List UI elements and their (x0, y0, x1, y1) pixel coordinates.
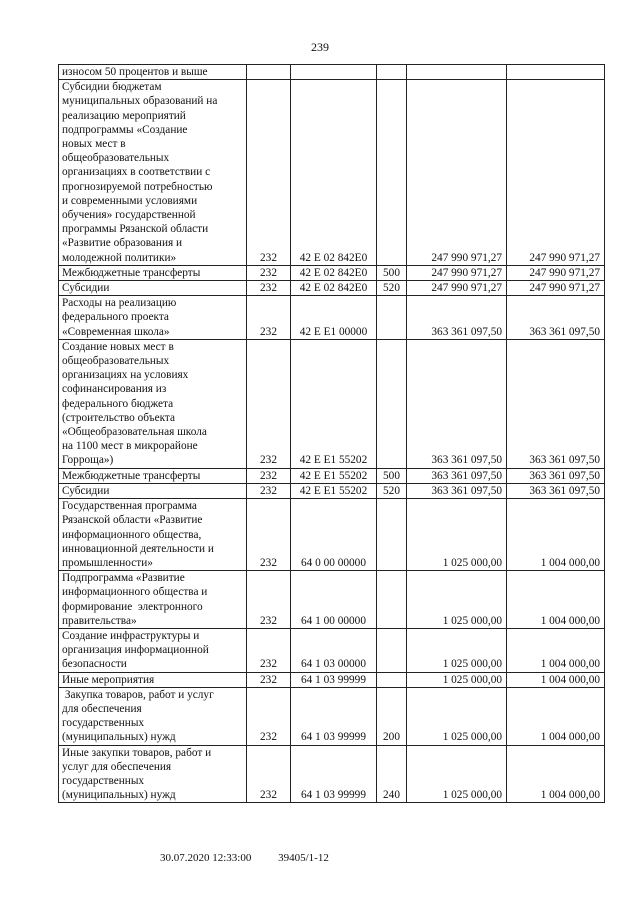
target-article-cell: 42 Е 02 842Е0 (291, 80, 377, 266)
expense-type-cell: 240 (377, 745, 407, 803)
expense-name-line: «Современная школа» (62, 325, 170, 338)
expense-name-cell (59, 628, 247, 672)
ministry-code-cell: 232 (247, 80, 291, 266)
table-row (59, 687, 605, 745)
expense-name-line: молодежной политики» (62, 251, 177, 264)
amount-year1-cell: 1 025 000,00 (407, 628, 507, 672)
ministry-code-cell: 232 (247, 672, 291, 687)
expense-name-line: износом 50 процентов и выше (62, 66, 208, 78)
table-row (59, 339, 605, 468)
target-article-cell: 42 Е 02 842Е0 (291, 281, 377, 296)
expense-name-line: Создание новых мест в (62, 340, 174, 353)
ministry-code-cell: 232 (247, 296, 291, 340)
expense-name-cell (59, 468, 247, 483)
expense-name-line: организация информационной (62, 644, 209, 657)
ministry-code-cell: 232 (247, 339, 291, 468)
expense-name-line: и современными условиями (62, 194, 198, 207)
amount-year1-cell: 363 361 097,50 (407, 468, 507, 483)
footer-document-id: 39405/1-12 (278, 852, 329, 864)
ministry-code-cell: 232 (247, 265, 291, 280)
table-row (59, 281, 605, 296)
amount-year1-cell: 247 990 971,27 (407, 80, 507, 266)
amount-year2-cell: 247 990 971,27 (507, 281, 605, 296)
expense-name-line: Субсидии бюджетам (62, 81, 162, 94)
amount-year2-cell: 363 361 097,50 (507, 296, 605, 340)
footer (160, 852, 329, 864)
target-article-cell (291, 65, 377, 80)
amount-year2-cell: 1 004 000,00 (507, 499, 605, 571)
budget-table-body (59, 65, 605, 803)
amount-year1-cell: 363 361 097,50 (407, 296, 507, 340)
expense-name-line: муниципальных образований на (62, 95, 218, 108)
expense-name-line: информационного общества, (62, 528, 202, 541)
expense-name-line: федерального проекта (62, 311, 169, 324)
target-article-cell: 64 1 03 99999 (291, 687, 377, 745)
amount-year2-cell: 1 004 000,00 (507, 672, 605, 687)
table-row (59, 468, 605, 483)
ministry-code-cell: 232 (247, 468, 291, 483)
ministry-code-cell: 232 (247, 628, 291, 672)
expense-name-cell (59, 65, 247, 80)
expense-name-line: на 1100 мест в микрорайоне (62, 440, 198, 453)
expense-name-cell (59, 571, 247, 629)
expense-name-line: услуг для обеспечения (62, 760, 172, 773)
amount-year2-cell (507, 65, 605, 80)
amount-year1-cell: 1 025 000,00 (407, 672, 507, 687)
expense-name-line: программы Рязанской области (62, 223, 209, 236)
amount-year2-cell: 1 004 000,00 (507, 687, 605, 745)
expense-name-line: государственных (62, 774, 145, 787)
table-row (59, 483, 605, 498)
expense-name-line: правительства» (62, 614, 137, 627)
expense-name-cell (59, 672, 247, 687)
expense-name-line: общеобразовательных (62, 355, 170, 368)
expense-name-cell (59, 499, 247, 571)
expense-type-cell: 500 (377, 468, 407, 483)
ministry-code-cell: 232 (247, 571, 291, 629)
expense-name-line: Субсидии (62, 484, 110, 497)
table-row (59, 296, 605, 340)
expense-type-cell (377, 80, 407, 266)
expense-name-line: для обеспечения (62, 702, 142, 715)
target-article-cell: 64 1 03 99999 (291, 672, 377, 687)
amount-year1-cell: 1 025 000,00 (407, 571, 507, 629)
target-article-cell: 42 Е Е1 55202 (291, 468, 377, 483)
amount-year1-cell: 363 361 097,50 (407, 339, 507, 468)
expense-name-cell (59, 339, 247, 468)
expense-name-line: (муниципальных) нужд (62, 789, 176, 802)
amount-year2-cell: 1 004 000,00 (507, 628, 605, 672)
expense-type-cell: 520 (377, 281, 407, 296)
amount-year2-cell: 247 990 971,27 (507, 80, 605, 266)
expense-name-line: Расходы на реализацию (62, 297, 177, 310)
amount-year1-cell (407, 65, 507, 80)
expense-name-cell (59, 80, 247, 266)
ministry-code-cell: 232 (247, 483, 291, 498)
expense-type-cell (377, 571, 407, 629)
expense-name-line: Иные мероприятия (62, 673, 155, 686)
expense-name-line: Государственная программа (62, 500, 197, 513)
ministry-code-cell: 232 (247, 281, 291, 296)
amount-year1-cell: 363 361 097,50 (407, 483, 507, 498)
expense-name-line: инновационной деятельности и (62, 542, 214, 555)
expense-type-cell (377, 296, 407, 340)
target-article-cell: 64 0 00 00000 (291, 499, 377, 571)
expense-name-line: промышленности» (62, 556, 153, 569)
expense-name-line: прогнозируемой потребностью (62, 180, 213, 193)
target-article-cell: 64 1 00 00000 (291, 571, 377, 629)
amount-year1-cell: 247 990 971,27 (407, 265, 507, 280)
table-row (59, 628, 605, 672)
target-article-cell: 64 1 03 99999 (291, 745, 377, 803)
expense-name-line: Закупка товаров, работ и услуг (62, 688, 214, 701)
ministry-code-cell (247, 65, 291, 80)
ministry-code-cell: 232 (247, 687, 291, 745)
expense-name-cell (59, 745, 247, 803)
expense-name-line: Иные закупки товаров, работ и (62, 746, 212, 759)
expense-name-line: (строительство объекта (62, 411, 176, 424)
expense-type-cell: 520 (377, 483, 407, 498)
expense-name-line: реализацию мероприятий (62, 109, 186, 122)
expense-type-cell (377, 628, 407, 672)
target-article-cell: 42 Е 02 842Е0 (291, 265, 377, 280)
table-row (59, 65, 605, 80)
expense-name-line: федерального бюджета (62, 397, 174, 410)
expense-name-cell (59, 296, 247, 340)
expense-name-line: организациях на условиях (62, 369, 189, 382)
expense-name-line: подпрограммы «Создание (62, 123, 188, 136)
table-row (59, 80, 605, 266)
expense-name-line: Субсидии (62, 282, 110, 295)
expense-name-line: Межбюджетные трансферты (62, 266, 201, 279)
expense-type-cell (377, 339, 407, 468)
expense-name-cell (59, 265, 247, 280)
amount-year1-cell: 247 990 971,27 (407, 281, 507, 296)
expense-name-line: обучения» государственной (62, 209, 196, 222)
expense-name-line: «Общеобразовательная школа (62, 426, 207, 439)
amount-year1-cell: 1 025 000,00 (407, 745, 507, 803)
amount-year2-cell: 363 361 097,50 (507, 468, 605, 483)
amount-year1-cell: 1 025 000,00 (407, 499, 507, 571)
expense-name-cell (59, 483, 247, 498)
expense-name-line: софинансирования из (62, 383, 167, 396)
expense-name-line: (муниципальных) нужд (62, 731, 176, 744)
expense-type-cell (377, 499, 407, 571)
budget-table (58, 64, 605, 803)
expense-name-line: формирование электронного (62, 600, 203, 613)
amount-year1-cell: 1 025 000,00 (407, 687, 507, 745)
expense-name-line: Создание инфраструктуры и (62, 629, 200, 642)
expense-name-line: Рязанской области «Развитие (62, 514, 203, 527)
expense-type-cell (377, 65, 407, 80)
expense-type-cell: 200 (377, 687, 407, 745)
expense-name-line: «Развитие образования и (62, 237, 183, 250)
amount-year2-cell: 363 361 097,50 (507, 483, 605, 498)
amount-year2-cell: 363 361 097,50 (507, 339, 605, 468)
expense-name-line: новых мест в (62, 138, 126, 151)
expense-name-line: Подпрограмма «Развитие (62, 572, 185, 585)
target-article-cell: 42 Е Е1 00000 (291, 296, 377, 340)
page-number: 239 (311, 40, 329, 54)
expense-name-line: организациях в соответствии с (62, 166, 211, 179)
expense-name-line: информационного общества и (62, 586, 208, 599)
table-row (59, 745, 605, 803)
target-article-cell: 42 Е Е1 55202 (291, 339, 377, 468)
amount-year2-cell: 1 004 000,00 (507, 571, 605, 629)
expense-name-cell (59, 687, 247, 745)
expense-name-line: безопасности (62, 658, 127, 671)
footer-datetime: 30.07.2020 12:33:00 (160, 852, 252, 864)
table-row (59, 672, 605, 687)
expense-type-cell: 500 (377, 265, 407, 280)
expense-type-cell (377, 672, 407, 687)
target-article-cell: 42 Е Е1 55202 (291, 483, 377, 498)
expense-name-line: Горрощa») (62, 454, 114, 467)
table-row (59, 499, 605, 571)
expense-name-line: Межбюджетные трансферты (62, 469, 201, 482)
amount-year2-cell: 1 004 000,00 (507, 745, 605, 803)
amount-year2-cell: 247 990 971,27 (507, 265, 605, 280)
target-article-cell: 64 1 03 00000 (291, 628, 377, 672)
table-row (59, 265, 605, 280)
expense-name-cell (59, 281, 247, 296)
expense-name-line: общеобразовательных (62, 152, 170, 165)
ministry-code-cell: 232 (247, 499, 291, 571)
table-row (59, 571, 605, 629)
expense-name-line: государственных (62, 717, 145, 730)
ministry-code-cell: 232 (247, 745, 291, 803)
